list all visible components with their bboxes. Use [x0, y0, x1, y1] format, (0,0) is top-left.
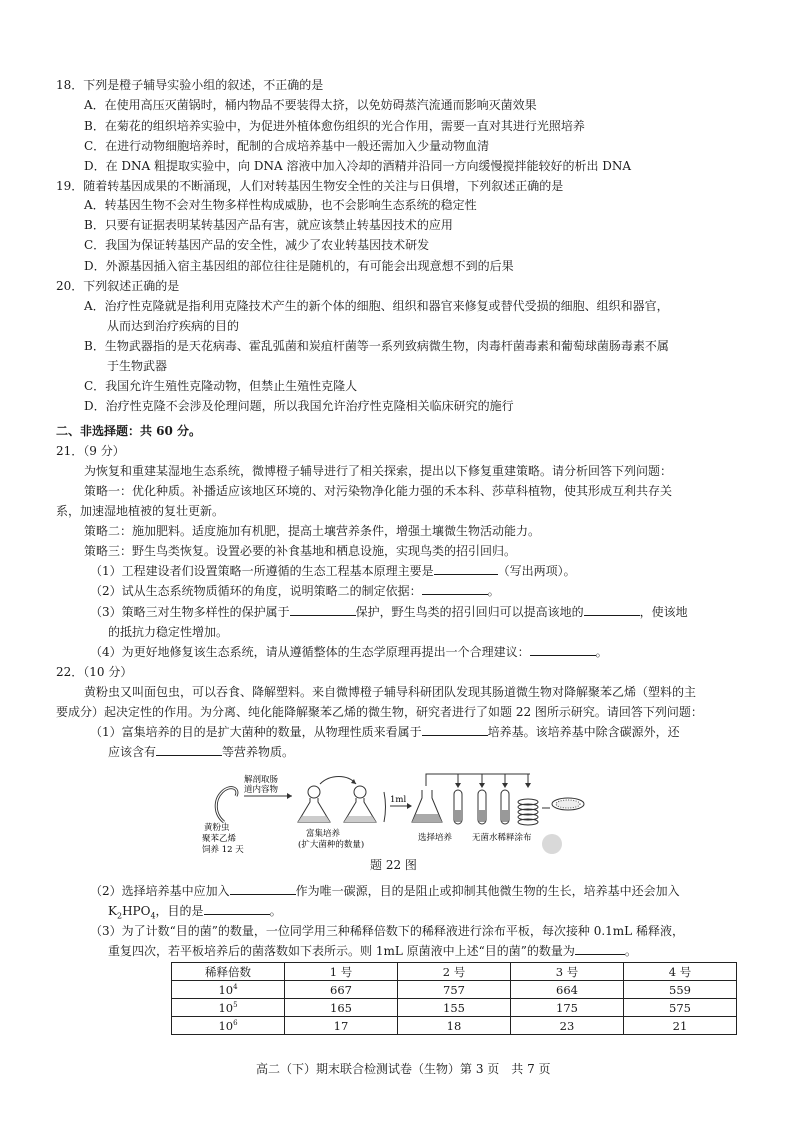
table-cell-dilution: $10^4$ — [172, 981, 285, 999]
q21-part-4: （4）为更好地修复该生态系统，请从遵循整体的生态学原理再提出一个合理建议： 。 — [90, 645, 608, 659]
flask-icon-enrich-2 — [344, 786, 376, 822]
q19-option-c: C．我国为保证转基因产品的安全性，减少了农业转基因技术研发 — [84, 238, 430, 252]
answer-blank — [422, 582, 488, 595]
label-worm-2: 聚苯乙烯 — [202, 834, 237, 844]
table-row — [172, 981, 737, 999]
q20-option-b-cont: 于生物武器 — [107, 359, 168, 373]
label-volume: 1ml — [390, 795, 407, 805]
q21-head: 21．（9 分） — [56, 444, 125, 458]
flask-icon-select — [412, 790, 442, 822]
q22-part-2: （2）选择培养基中应加入 作为唯一碳源，目的是阻止或抑制其他微生物的生长，培养基中还会加入 — [90, 884, 680, 898]
petri-dish-stack-icon — [518, 799, 538, 825]
q22-intro: 黄粉虫又叫面包虫，可以吞食、降解塑料。来自微博橙子辅导科研团队发现其肠道微生物对降解聚苯乙烯（塑料的主 — [84, 685, 697, 699]
q22-intro-cont: 要成分）起决定性的作用。为分离、纯化能降解聚苯乙烯的微生物，研究者进行了如题 22 图所示研究。请回答下列问题： — [56, 705, 703, 719]
q21-part-3-cont: 的抵抗力稳定性增加。 — [108, 625, 229, 639]
label-dilute: 无菌水稀释涂布 — [472, 833, 532, 843]
table-cell: 17 — [285, 1017, 398, 1035]
table-cell: 559 — [624, 981, 737, 999]
flask-icon-enrich-1 — [298, 786, 330, 822]
answer-blank — [422, 723, 488, 736]
section-heading: 二、非选择题：共 60 分。 — [56, 424, 202, 438]
q22-part-2-cont: $K_2HPO_4$，目的是 。 — [108, 904, 282, 921]
q18-option-c: C．在进行动物细胞培养时，配制的合成培养基中一般还需加入少量动物血清 — [84, 139, 490, 153]
table-cell: 757 — [398, 981, 511, 999]
test-tube-icon-2 — [478, 790, 486, 824]
table-header: 3 号 — [511, 963, 624, 981]
table-cell-dilution: $10^5$ — [172, 999, 285, 1017]
table-cell: 175 — [511, 999, 624, 1017]
table-cell: 21 — [624, 1017, 737, 1035]
colony-count-table — [171, 962, 737, 1035]
table-header: 稀释倍数 — [172, 963, 285, 981]
q20-option-a-cont: 从而达到治疗疾病的目的 — [107, 319, 240, 333]
label-enrich-1: 富集培养 — [306, 829, 341, 839]
experiment-figure — [200, 764, 600, 856]
label-extract-2: 道内容物 — [244, 785, 279, 795]
q21-strategy-1: 策略一：优化种质。补播适应该地区环境的、对污染物净化能力强的禾本科、莎草科植物，使其形成互利共存关 — [84, 484, 673, 498]
table-cell: 667 — [285, 981, 398, 999]
answer-blank — [584, 603, 640, 616]
table-row — [172, 999, 737, 1017]
answer-blank — [290, 603, 356, 616]
table-cell: 23 — [511, 1017, 624, 1035]
q18-option-a: A．在使用高压灭菌锅时，桶内物品不要装得太挤，以免妨碍蒸汽流通而影响灭菌效果 — [84, 98, 537, 112]
q22-head: 22．（10 分） — [56, 665, 133, 679]
table-cell: 664 — [511, 981, 624, 999]
q20-stem: 20．下列叙述正确的是 — [56, 279, 180, 293]
q21-part-2: （2）试从生态系统物质循环的角度，说明策略二的制定依据： 。 — [90, 584, 500, 598]
table-cell: 18 — [398, 1017, 511, 1035]
answer-blank — [230, 882, 296, 895]
test-tube-icon-3 — [501, 790, 509, 824]
q21-strategy-3: 策略三：野生鸟类恢复。设置必要的补食基地和栖息设施，实现鸟类的招引回归。 — [84, 544, 517, 558]
label-extract-1: 解剖取肠 — [244, 775, 279, 785]
q20-option-b: B．生物武器指的是天花病毒、霍乱弧菌和炭疽杆菌等一系列致病微生物，肉毒杆菌毒素和葡萄球菌肠毒素不属 — [84, 339, 669, 353]
label-worm-1: 黄粉虫 — [204, 823, 230, 833]
q18-option-d: D．在 DNA 粗提取实验中，向 DNA 溶液中加入冷却的酒精并沿同一方向缓慢搅拌能较好的析出 DNA — [84, 159, 632, 173]
q20-option-a: A．治疗性克隆就是指利用克隆技术产生的新个体的细胞、组织和器官来修复或替代受损的细胞、组织和器官， — [84, 299, 669, 313]
q22-part-3-cont: 重复四次，若平板培养后的菌落数如下表所示。则 1mL 原菌液中上述“目的菌”的数量为 。 — [108, 944, 637, 958]
q21-intro: 为恢复和重建某湿地生态系统，微博橙子辅导进行了相关探索，提出以下修复重建策略。请分析回答下列问题： — [84, 464, 673, 478]
q18-option-b: B．在菊花的组织培养实验中，为促进外植体愈伤组织的光合作用，需要一直对其进行光照培养 — [84, 119, 585, 133]
q21-part-3: （3）策略三对生物多样性的保护属于 保护，野生鸟类的招引回归可以提高该地的 ，使该地 — [90, 605, 688, 619]
test-tube-icon-1 — [454, 790, 462, 824]
label-enrich-2: (扩大菌种的数量) — [298, 840, 365, 850]
q19-option-b: B．只要有证据表明某转基因产品有害，就应该禁止转基因技术的应用 — [84, 218, 453, 232]
answer-blank — [156, 743, 222, 756]
arrow-transfer — [320, 777, 356, 785]
label-select: 选择培养 — [418, 833, 453, 843]
table-cell: 155 — [398, 999, 511, 1017]
table-row — [172, 1017, 737, 1035]
scan-mark — [542, 834, 562, 854]
figure-caption: 题 22 图 — [370, 858, 417, 872]
label-worm-3: 饲养 12 天 — [202, 845, 244, 855]
q19-option-d: D．外源基因插入宿主基因组的部位往往是随机的，有可能会出现意想不到的后果 — [84, 259, 514, 273]
q21-part-1: （1）工程建设者们设置策略一所遵循的生态工程基本原理主要是 （写出两项）。 — [90, 564, 576, 578]
table-header: 1 号 — [285, 963, 398, 981]
page-footer: 高二（下）期末联合检测试卷（生物）第 3 页 共 7 页 — [256, 1062, 551, 1076]
q19-option-a: A．转基因生物不会对生物多样性构成威胁，也不会影响生态系统的稳定性 — [84, 198, 477, 212]
q21-strategy-1-cont: 系，加速湿地植被的复壮更新。 — [56, 504, 225, 518]
q22-part-1: （1）富集培养的目的是扩大菌种的数量，从物理性质来看属于 培养基。该培养基中除含碳源外，还 — [90, 725, 680, 739]
bracket — [384, 792, 386, 822]
q22-part-1-cont: 应该含有 等营养物质。 — [108, 745, 295, 759]
table-header-row — [172, 963, 737, 981]
table-cell: 575 — [624, 999, 737, 1017]
q19-stem: 19．随着转基因成果的不断涌现，人们对转基因生物安全性的关注与日俱增，下列叙述正确的是 — [56, 179, 564, 193]
answer-blank — [204, 902, 270, 915]
answer-blank — [530, 643, 596, 656]
q20-option-c: C．我国允许生殖性克隆动物，但禁止生殖性克隆人 — [84, 379, 358, 393]
q20-option-d: D．治疗性克隆不会涉及伦理问题，所以我国允许治疗性克隆相关临床研究的施行 — [84, 399, 514, 413]
table-header: 4 号 — [624, 963, 737, 981]
answer-blank — [434, 562, 498, 575]
table-cell: 165 — [285, 999, 398, 1017]
petri-dish-icon — [552, 798, 584, 810]
q21-strategy-2: 策略二：施加肥料。适度施加有机肥，提高土壤营养条件，增强土壤微生物活动能力。 — [84, 524, 541, 538]
table-cell-dilution: $10^6$ — [172, 1017, 285, 1035]
arrow-dilute — [426, 774, 530, 786]
table-header: 2 号 — [398, 963, 511, 981]
q22-part-3: （3）为了计数“目的菌”的数量，一位同学用三种稀释倍数下的稀释液进行涂布平板，每次接种 0.1mL 稀释液， — [90, 924, 684, 938]
q18-stem: 18．下列是橙子辅导实验小组的叙述，不正确的是 — [56, 78, 324, 92]
answer-blank — [575, 942, 625, 955]
